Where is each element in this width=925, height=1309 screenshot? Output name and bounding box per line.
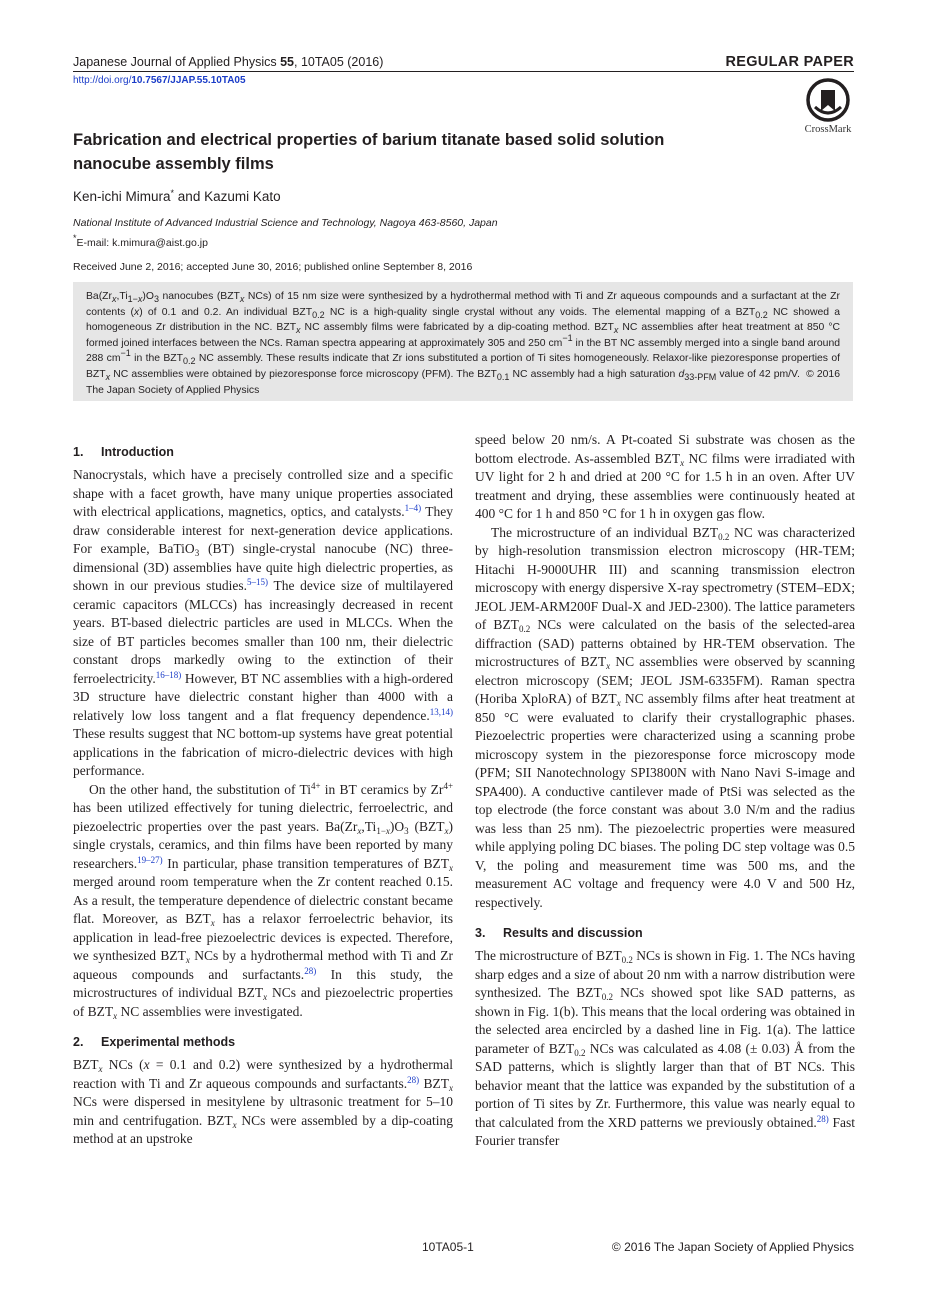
page-number: 10TA05-1 — [422, 1240, 474, 1254]
right-column — [475, 431, 855, 1151]
doi-link[interactable]: http://doi.org/10.7567/JJAP.55.10TA05 — [73, 75, 246, 86]
article-title: Fabrication and electrical properties of barium titanate based solid solution nanocube assembly films — [73, 131, 665, 173]
citation-link[interactable]: 5–15) — [246, 577, 268, 587]
paragraph: speed below 20 nm/s. A Pt-coated Si substrate was chosen as the bottom electrode. As-assembled $BZT_x$ NC films were irradiated with UV light for 2 h and dried at 200 °C for 1.5 h in an oven. After UV treatment and drying, these assemblies were continuously heated at 400 °C for 1 h and 850 °C for 1 h in oxygen gas flow. — [475, 432, 855, 521]
section-heading-methods: 2. Experimental methods — [73, 1035, 236, 1049]
left-column — [73, 443, 453, 1149]
crossmark-label: CrossMark — [804, 124, 852, 135]
publication-dates: Received June 2, 2016; accepted June 30, 2016; published online September 8, 2016 — [73, 261, 473, 273]
author-list: Ken-ichi Mimura* and Kazumi Kato — [73, 188, 281, 204]
citation-link[interactable]: 1–4) — [404, 503, 422, 513]
corresponding-email: *E-mail: k.mimura@aist.go.jp — [73, 233, 208, 249]
affiliation: National Institute of Advanced Industrial Science and Technology, Nagoya 463-8560, Japan — [73, 217, 498, 229]
footer-copyright: © 2016 The Japan Society of Applied Physics — [611, 1240, 854, 1254]
citation-link[interactable]: 28) — [304, 965, 317, 976]
citation-link[interactable]: 16–18) — [155, 669, 182, 680]
paragraph: The microstructure of an individual $BZT_{0.2}$ NC was characterized by high-resolution transmission electron microscopy (HR-TEM; Hitachi H-9000UHR III) and scanning transmission electron microscopy with energy dispersive X-ray spectrometry (STEM–EDX; JEOL JEM-ARM200F Dual-X and JED-2300). The lattice parameters of $BZT_{0.2}$ NCs were calculated on the basis of the selected-area diffraction (SAD) patterns obtained by HR-TEM observation. The microstructures of $BZT_x$ NC assemblies were observed by scanning electron microscopy (SEM; JEOL JSM-6335FM). Raman spectra (Horiba XploRA) of $BZT_x$ NC assembly films after heat treatment at 850 °C were evaluated to clarify their crystallographic phases. Piezoelectric properties were characterized using a scanning probe microscopy system in the piezoresponse force microscopy mode (PFM; SII Nanotechnology SPI3800N with Nano Navi S-image and SPA400). A conductive cantilever made of PtSi was selected as the top electrode (the force constant was about 3.0 N/m and the radius was less than 25 nm). The piezoelectric properties were measured while applying poling DC biases. The poling DC step voltage was 0.5 V, the poling and measurement time was 500 ms, and the measurement AC voltage and frequency were 4.0 V and 500 Hz, respectively. — [475, 524, 856, 910]
citation-link[interactable]: 19–27) — [137, 854, 163, 865]
abstract-text: $Ba(Zr_x,Ti_{1-x})O_3$ nanocubes ($BZT_x$ NCs) of 15 nm size were synthesized by a hydrothermal method with Ti and Zr aqueous compounds and a surfactant at the Zr contents (x) of 0.1 and 0.2. An individual $BZT_{0.2}$ NC is a high-quality single crystal without any voids. The elemental mapping of a $BZT_{0.2}$ NC showed a homogeneous Zr distribution in the NC. $BZT_x$ NC assembly films were fabricated by a dip-coating method. $BZT_x$ NC assemblies after heat treatment at 850 °C formed joined interfaces between the NCs. Raman spectra appearing at approximately 305 and 250 $cm^{-1}$ in the BT NC assembly merged into a single band around 288 $cm^{-1}$ in the $BZT_{0.2}$ NC assembly. These results indicate that Zr ions substituted a portion of Ti sites homogeneously. Relaxor-like piezoresponse properties of $BZT_x$ NC assemblies were obtained by piezoresponse force microscopy (PFM). The $BZT_{0.1}$ NC assembly had a high saturation $d_{33-PFM}$ value of 42 pm/V. © 2016 The Japan Society of Applied Physics — [86, 291, 841, 396]
journal-citation: Japanese Journal of Applied Physics 55, 10TA05 (2016) — [73, 55, 384, 69]
header-rule — [73, 71, 854, 72]
section-heading-results: 3. Results and discussion — [475, 926, 643, 940]
paragraph: $BZT_x$ NCs (x = 0.1 and 0.2) were synthesized by a hydrothermal reaction with Ti and Zr aqueous compounds and surfactants.$^{28)}$ $BZT_x$ NCs were dispersed in mesitylene by ultrasonic treatment for 5–10 min and centrifugation. $BZT_x$ NCs were assembled by a dip-coating method at an upstroke — [73, 1057, 453, 1146]
citation-link[interactable]: 28) — [407, 1074, 420, 1085]
crossmark-icon — [806, 78, 850, 122]
paragraph: The microstructure of $BZT_{0.2}$ NCs is shown in Fig. 1. The NCs having sharp edges and a size of about 20 nm with a narrow distribution were synthesized. The $BZT_{0.2}$ NCs showed spot like SAD patterns, as shown in Fig. 1(b). This means that the local ordering was obtained in the selected area encircled by a dashed line in Fig. 1(a). The lattice parameter of $BZT_{0.2}$ NCs was calculated as 4.08 (± 0.03) Å from the SAD patterns, which is slightly larger than that of BT NCs. This behavior meant that the lattice was expanded by the substitution of a portion of Ti sites by Zr. Furthermore, this value was nearly equal to that calculated from the XRD patterns we previously obtained.$^{28)}$ Fast Fourier transfer — [475, 948, 855, 1148]
paragraph: Nanocrystals, which have a precisely controlled size and a specific shape with a facet growth, have many unique properties associated with electrical applications, magnetics, optics, and catalysts.$^{1-4)}$ They draw considerable interest for next-generation device applications. For example, BaTiO$_3$ (BT) single-crystal nanocube (NC) three-dimensional (3D) assemblies have quite high dielectric properties, as shown in our previous studies.$^{5-15)}$ The device size of multilayered ceramic capacitors (MLCCs) has increasingly decreased in recent years. BT-based dielectric particles are used in MLCCs. When the size of BT particles becomes smaller than 100 nm, their dielectric constant drops markedly owing to the extinction of their ferroelectricity.$^{16-18)}$ However, BT NC assemblies with a high-ordered 3D structure have dielectric constant higher than 4000 with a relatively low loss tangent and a flat frequency dependence.$^{13,14)}$ These results suggest that NC bottom-up systems have great potential applications in the fabrication of micro-dielectric devices with high performance. — [73, 467, 453, 778]
citation-link[interactable]: 13,14) — [429, 706, 453, 717]
section-heading-introduction: 1. Introduction — [73, 445, 174, 459]
citation-link[interactable]: 28) — [816, 1113, 829, 1124]
paragraph: On the other hand, the substitution of $Ti^{4+}$ in BT ceramics by $Zr^{4+}$ has been utilized effectively for tuning dielectric, ferroelectric, and piezoelectric properties over the past years. $Ba(Zr_x,Ti_{1-x})O_3$ $(BZT_x)$ single crystals, ceramics, and thin films have been reported by many researchers.$^{19-27)}$ In particular, phase transition temperatures of $BZT_x$ merged around room temperature when the Zr content reached 0.15. As a result, the temperature dependence of dielectric constant became flat. Moreover, as $BZT_x$ has a relaxor ferroelectric behavior, its application in lead-free piezoelectric devices is expected. Therefore, we synthesized $BZT_x$ NCs by a hydrothermal method with Ti and Zr aqueous compounds and surfactants.$^{28)}$ In this study, the microstructures of individual $BZT_x$ NCs and piezoelectric properties of $BZT_x$ NC assemblies were investigated. — [73, 780, 454, 1021]
crossmark-badge[interactable] — [800, 78, 856, 135]
paper-type-label: REGULAR PAPER — [725, 54, 854, 70]
